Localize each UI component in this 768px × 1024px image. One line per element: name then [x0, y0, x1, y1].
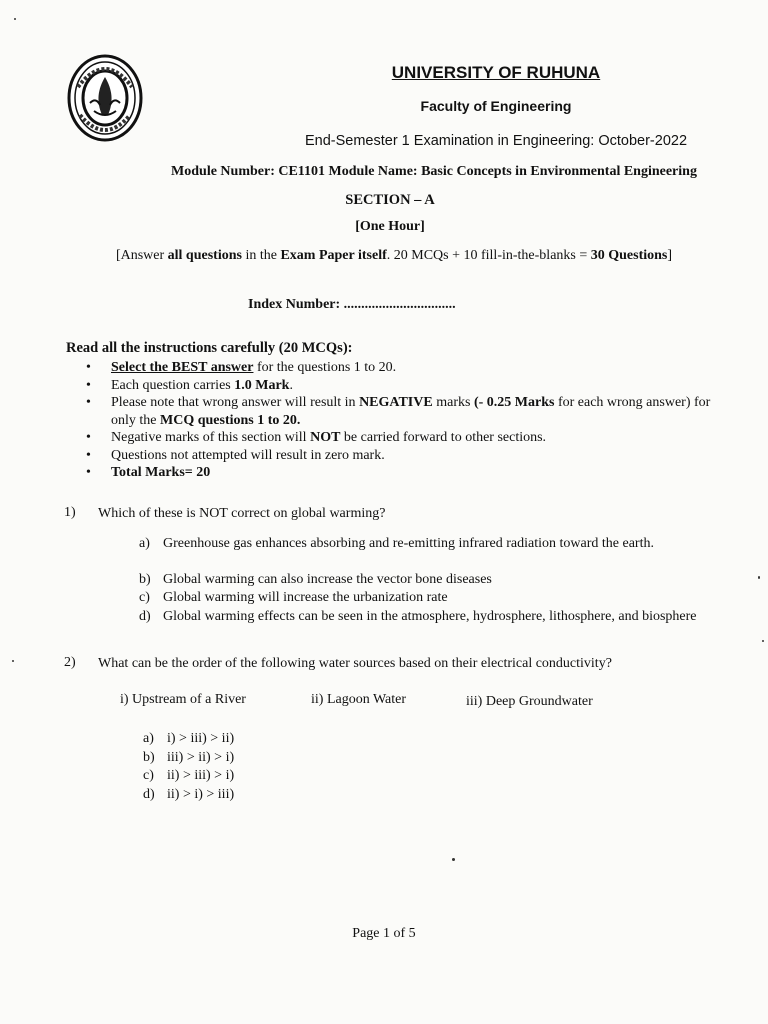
instruction-item: • Each question carries 1.0 Mark.: [86, 377, 293, 393]
question-2-source-1: i) Upstream of a River: [120, 692, 246, 707]
scan-speck: [758, 576, 760, 579]
question-1-number: 1): [64, 505, 76, 520]
question-2-number: 2): [64, 655, 76, 670]
question-2-source-2: ii) Lagoon Water: [311, 692, 407, 707]
scan-speck: [14, 18, 16, 20]
instructions-heading: Read all the instructions carefully (20 MCQs):: [66, 340, 353, 356]
section-title: SECTION – A: [345, 192, 435, 208]
answer-note: [Answer all questions in the Exam Paper itself. 20 MCQs + 10 fill-in-the-blanks = 30 Questions]: [115, 248, 673, 263]
index-number-field[interactable]: Index Number: ................................: [248, 297, 456, 312]
scan-speck: [762, 640, 764, 642]
duration: [One Hour]: [355, 219, 425, 234]
university-title: UNIVERSITY OF RUHUNA: [391, 63, 601, 82]
instruction-item: • Select the BEST answer for the questions 1 to 20.: [86, 360, 397, 375]
instructions-list: [86, 359, 716, 482]
scan-speck: [452, 858, 455, 861]
module-line: Module Number: CE1101 Module Name: Basic Concepts in Environmental Engineering: [171, 164, 697, 179]
instruction-item: • Total Marks= 20: [86, 465, 211, 480]
question-1-text: Which of these is NOT correct on global warming?: [98, 506, 386, 521]
instruction-item: • Questions not attempted will result in zero mark.: [86, 447, 385, 463]
scan-speck: [12, 660, 14, 662]
page-number: Page 1 of 5: [352, 926, 416, 941]
question-2-text: What can be the order of the following water sources based on their electrical conductivity?: [98, 656, 612, 671]
instruction-item: • Please note that wrong answer will result in NEGATIVE marks (- 0.25 Marks for each wrong answer) for only the MCQ questions 1 to 20.: [86, 395, 711, 428]
question-2-source-3: iii) Deep Groundwater: [466, 694, 593, 709]
faculty-title: Faculty of Engineering: [420, 98, 572, 114]
instruction-item: • Negative marks of this section will NOT be carried forward to other sections.: [86, 430, 547, 445]
exam-title: End-Semester 1 Examination in Engineering: October-2022: [304, 133, 688, 149]
